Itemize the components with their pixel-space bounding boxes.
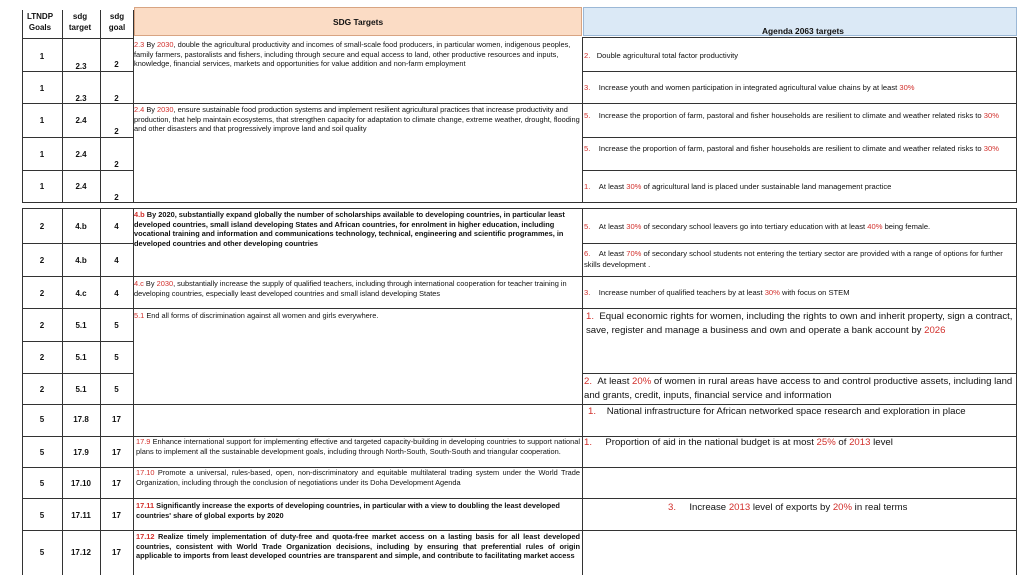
sdg-target-17-12 [136, 532, 580, 575]
sdg-target-cell: 17.8 [73, 415, 89, 424]
ltndp-goal-cell: 1 [39, 150, 45, 159]
header-ltndp-goals [22, 10, 58, 38]
sdg-target-cell: 4.b [75, 256, 87, 265]
agenda-target-3-num: 5. [584, 111, 591, 120]
header-agenda-targets [583, 7, 1017, 36]
ltndp-goal-cell: 2 [39, 385, 45, 394]
grid-line [582, 37, 1017, 38]
agenda-target-8-pre: Increase number of qualified teachers by at least [598, 288, 765, 297]
agenda-target-6-num: 5. [584, 222, 591, 231]
sdg-target-cell: 5.1 [75, 353, 87, 362]
grid-line [22, 103, 1017, 104]
agenda-target-10 [584, 375, 1014, 403]
grid-line [22, 498, 1017, 499]
ltndp-goal-cell: 1 [39, 84, 45, 93]
grid-line [582, 71, 1017, 72]
ltndp-goal-cell: 5 [39, 479, 45, 488]
sdg-target-4-c-year: 2030 [156, 279, 174, 288]
grid-line [582, 170, 1017, 171]
ltndp-goal-cell: 1 [39, 116, 45, 125]
sdg-target-4-c-by: By [145, 279, 155, 288]
header-ltndp-line2: Goals [28, 23, 52, 32]
sdg-goal-cell: 2 [114, 160, 119, 169]
agenda-target-10-post: of women in rural areas have access to and control productive assets, including land and grants, credit, inputs, financial service and information [584, 376, 1013, 401]
agenda-target-2 [584, 82, 1014, 93]
agenda-target-13-red: 2013 [728, 502, 751, 513]
sdg-target-cell: 2.3 [75, 94, 87, 103]
sdg-target-17-11-text: Significantly increase the exports of developing countries, in particular with a view to doubling the least developed countries' share of global exports by 2020 [136, 501, 560, 520]
agenda-target-13-mid: level of exports by [750, 502, 833, 513]
agenda-target-8-red: 30% [764, 288, 780, 297]
agenda-target-2-pre: Increase youth and women participation in integrated agricultural value chains by at least [598, 83, 900, 92]
agenda-target-11 [588, 405, 1014, 419]
sdg-goal-cell: 17 [112, 415, 121, 424]
agenda-target-12-red2: 2013 [849, 437, 871, 448]
agenda-target-9-red: 2026 [924, 325, 946, 336]
agenda-target-7-pre: At least [598, 249, 627, 258]
sdg-target-cell: 2.4 [75, 182, 87, 191]
grid-line [582, 37, 583, 202]
agenda-target-13-pre: Increase [689, 502, 729, 513]
agenda-target-4-pre: Increase the proportion of farm, pastoral and fisher households are resilient to climate and weather related risks to [598, 144, 984, 153]
ltndp-goal-cell: 1 [39, 182, 45, 191]
sdg-target-cell: 17.11 [71, 511, 91, 520]
sdg-goal-cell: 4 [114, 289, 119, 298]
grid-line [22, 276, 1017, 277]
agenda-target-11-num: 1. [588, 406, 597, 417]
agenda-target-1 [584, 50, 1014, 61]
sdg-target-17-11-num: 17.11 [136, 501, 155, 510]
agenda-target-12-post: level [870, 437, 893, 448]
agenda-target-5-red: 30% [626, 182, 642, 191]
header-sdg-target [64, 10, 96, 38]
sdg-target-cell: 5.1 [75, 385, 87, 394]
grid-line [22, 373, 134, 374]
sdg-target-cell: 17.12 [70, 548, 92, 557]
grid-line [1016, 208, 1017, 575]
header-sdg-target-line1: sdg [72, 12, 88, 21]
agenda-target-9-pre: Equal economic rights for women, including the rights to own and inherit property, sign a contract, save, register and manage a business and own and operate a bank account by [586, 311, 1013, 336]
grid-line [22, 38, 134, 39]
ltndp-goal-cell: 2 [39, 353, 45, 362]
ltndp-goal-cell: 5 [39, 415, 45, 424]
agenda-target-7 [584, 248, 1014, 270]
ltndp-goal-cell: 2 [39, 289, 45, 298]
grid-line [22, 530, 1017, 531]
ltndp-goal-cell: 2 [39, 321, 45, 330]
agenda-target-6-red2: 40% [867, 222, 883, 231]
agenda-target-13-red2: 20% [832, 502, 853, 513]
sdg-target-2-4-num: 2.4 [134, 105, 145, 114]
sdg-goal-cell: 2 [114, 60, 119, 69]
sdg-target-4-c-num: 4.c [134, 279, 144, 288]
agenda-target-12-pre: Proportion of aid in the national budget is at most [605, 437, 817, 448]
sdg-target-4-b-lead: By 2020 [146, 210, 175, 219]
sdg-target-17-11 [136, 501, 580, 520]
sdg-target-2-4 [134, 105, 580, 134]
grid-line [582, 137, 1017, 138]
agenda-target-6-pre: At least [598, 222, 627, 231]
agenda-target-12-mid: of [835, 437, 850, 448]
agenda-target-1-num: 2. [584, 51, 591, 60]
agenda-target-5-num: 1. [584, 182, 591, 191]
agenda-target-6-mid: of secondary school leavers go into tertiary education with at least [641, 222, 868, 231]
agenda-target-9-num: 1. [586, 311, 595, 322]
grid-line [22, 202, 1017, 203]
header-sdg-target-line2: target [68, 23, 92, 32]
sdg-goal-cell: 5 [114, 353, 119, 362]
sdg-target-17-12-text: Realize timely implementation of duty-free and quota-free market access on a lasting basis for all least developed countries, consistent with World Trade Organization decisions, including by ensuring that preferential rules of origin applicable to imports from least developed countries are transparent and simple, and contribute to facilitating market access [136, 532, 580, 561]
ltndp-goal-cell: 1 [39, 52, 45, 61]
agenda-target-10-num: 2. [584, 376, 593, 387]
sdg-target-2-3-text: , double the agricultural productivity and incomes of small-scale food producers, in particular women, indigenous peoples, family farmers, pastoralists and fishers, including through secure and equal access to land, other productive resources and inputs, knowledge, financial services, markets and opportunities for value addition and non-farm employment [134, 40, 571, 69]
agenda-target-3 [584, 110, 1014, 121]
sdg-target-5-1 [134, 311, 580, 321]
sdg-goal-cell: 17 [112, 548, 121, 557]
grid-line [22, 243, 134, 244]
sdg-target-5-1-num: 5.1 [134, 311, 145, 320]
agenda-target-5-post: of agricultural land is placed under sustainable land management practice [641, 182, 892, 191]
sdg-target-5-1-text: End all forms of discrimination against all women and girls everywhere. [144, 311, 379, 320]
grid-line [22, 10, 23, 202]
ltndp-goal-cell: 2 [39, 222, 45, 231]
sdg-target-2-3 [134, 40, 580, 69]
sdg-target-cell: 17.10 [70, 479, 92, 488]
header-agenda-targets-label: Agenda 2063 targets [762, 26, 844, 36]
ltndp-goal-cell: 5 [39, 548, 45, 557]
ltndp-goal-cell: 5 [39, 511, 45, 520]
agenda-target-13-num: 3. [668, 502, 677, 513]
grid-line [100, 10, 101, 202]
agenda-target-3-pre: Increase the proportion of farm, pastoral and fisher households are resilient to climate and weather related risks to [598, 111, 984, 120]
sdg-target-17-10-text: Promote a universal, rules-based, open, non-discriminatory and equitable multilateral trading system under the World Trade Organization, including through the conclusion of negotiations under its Doha Development Agenda [136, 468, 580, 487]
agenda-target-13 [668, 501, 1014, 515]
sdg-target-17-9-num: 17.9 [136, 437, 151, 446]
ltndp-goal-cell: 2 [39, 256, 45, 265]
sdg-target-2-4-by: By [146, 105, 155, 114]
grid-line [62, 10, 63, 202]
agenda-target-1-text: Double agricultural total factor productivity [596, 51, 739, 60]
header-sdg-goal [102, 10, 132, 38]
grid-line [1016, 37, 1017, 202]
sdg-target-17-9-text: Enhance international support for implementing effective and targeted capacity-building in developing countries to support national plans to implement all the sustainable development goals, including through North-South, South-South and triangular cooperation. [136, 437, 580, 456]
sdg-goal-cell: 5 [114, 321, 119, 330]
sdg-target-4-b [134, 210, 580, 248]
sdg-target-17-9 [136, 437, 580, 456]
sdg-target-2-4-text: , ensure sustainable food production systems and implement resilient agricultural practices that increase productivity and production, that help maintain ecosystems, that strengthen capacity for adaptation to climate change, extreme weather, drought, flooding and other disasters and that progressively improve land and soil quality [134, 105, 580, 134]
sdg-goal-cell: 2 [114, 94, 119, 103]
grid-line [22, 341, 134, 342]
grid-line [582, 243, 1017, 244]
sdg-target-2-3-year: 2030 [157, 40, 174, 49]
agenda-target-6 [584, 221, 1014, 232]
header-sdg-goal-line2: goal [108, 23, 126, 32]
agenda-target-7-num: 6. [584, 249, 591, 258]
agenda-target-6-red: 30% [626, 222, 642, 231]
grid-line [22, 137, 134, 138]
sdg-target-4-b-num: 4.b [134, 210, 145, 219]
agenda-target-10-pre: At least [597, 376, 633, 387]
sdg-goal-cell: 4 [114, 256, 119, 265]
sdg-target-cell: 2.4 [75, 116, 87, 125]
sdg-target-cell: 17.9 [73, 448, 89, 457]
header-ltndp-line1: LTNDP [26, 12, 54, 21]
grid-line [22, 71, 134, 72]
agenda-target-6-post: being female. [882, 222, 931, 231]
sdg-target-2-3-by: By [146, 40, 155, 49]
grid-line [133, 208, 134, 575]
header-sdg-goal-line1: sdg [109, 12, 125, 21]
agenda-target-4 [584, 143, 1014, 154]
agenda-target-12-red: 25% [816, 437, 836, 448]
sdg-target-cell: 2.3 [75, 62, 87, 71]
sdg-target-17-10-num: 17.10 [136, 468, 155, 477]
grid-line [22, 308, 1017, 309]
agenda-target-9 [586, 310, 1014, 338]
sdg-goal-cell: 2 [114, 193, 119, 202]
sdg-target-cell: 4.b [75, 222, 87, 231]
agenda-target-5 [584, 181, 1014, 192]
agenda-target-8 [584, 287, 1014, 298]
header-sdg-targets [134, 7, 582, 36]
agenda-target-11-text: National infrastructure for African networked space research and exploration in place [606, 406, 966, 417]
sdg-target-2-3-num: 2.3 [134, 40, 145, 49]
sdg-goal-cell: 17 [112, 479, 121, 488]
grid-line [582, 208, 583, 575]
sdg-goal-cell: 4 [114, 222, 119, 231]
sdg-target-4-b-text: , substantially expand globally the number of scholarships available to developing countries, in particular least developed countries, small island developing States and African countries, for enrolment in higher education, including vocational training and information and communications technology, technical, engineering and scientific programmes, in developed countries and other developing countries [134, 210, 565, 248]
sdg-target-cell: 5.1 [75, 321, 87, 330]
agenda-target-7-post: of secondary school students not entering the tertiary sector are provided with a range of options for further skills development . [584, 249, 1003, 269]
agenda-target-12 [584, 436, 1014, 450]
header-sdg-targets-label: SDG Targets [333, 17, 384, 27]
sdg-target-4-c [134, 279, 580, 307]
grid-line [22, 170, 134, 171]
agenda-target-2-red: 30% [899, 83, 915, 92]
sdg-goal-cell: 17 [112, 511, 121, 520]
sdg-target-4-c-text: , substantially increase the supply of qualified teachers, including through international cooperation for teacher training in developing countries, especially least developed countries and small island developing States [134, 279, 567, 298]
agenda-target-7-red: 70% [626, 249, 642, 258]
grid-line [582, 373, 1017, 374]
sdg-target-17-10 [136, 468, 580, 498]
agenda-target-2-num: 3. [584, 83, 591, 92]
sdg-target-17-12-num: 17.12 [136, 532, 155, 541]
ltndp-goal-cell: 5 [39, 448, 45, 457]
agenda-target-3-red: 30% [983, 111, 999, 120]
agenda-target-10-red: 20% [632, 376, 652, 387]
agenda-target-5-pre: At least [598, 182, 627, 191]
sdg-target-2-4-year: 2030 [157, 105, 174, 114]
agenda-target-8-num: 3. [584, 288, 591, 297]
sdg-goal-cell: 5 [114, 385, 119, 394]
sdg-goal-cell: 17 [112, 448, 121, 457]
agenda-target-12-num: 1. [584, 437, 593, 448]
agenda-target-4-red: 30% [983, 144, 999, 153]
agenda-target-4-num: 5. [584, 144, 591, 153]
sdg-target-cell: 4.c [75, 289, 87, 298]
sdg-target-cell: 2.4 [75, 150, 87, 159]
agenda-target-13-post: in real terms [852, 502, 908, 513]
sdg-goal-cell: 2 [114, 127, 119, 136]
grid-line [22, 208, 1017, 209]
agenda-target-8-post: with focus on STEM [779, 288, 850, 297]
